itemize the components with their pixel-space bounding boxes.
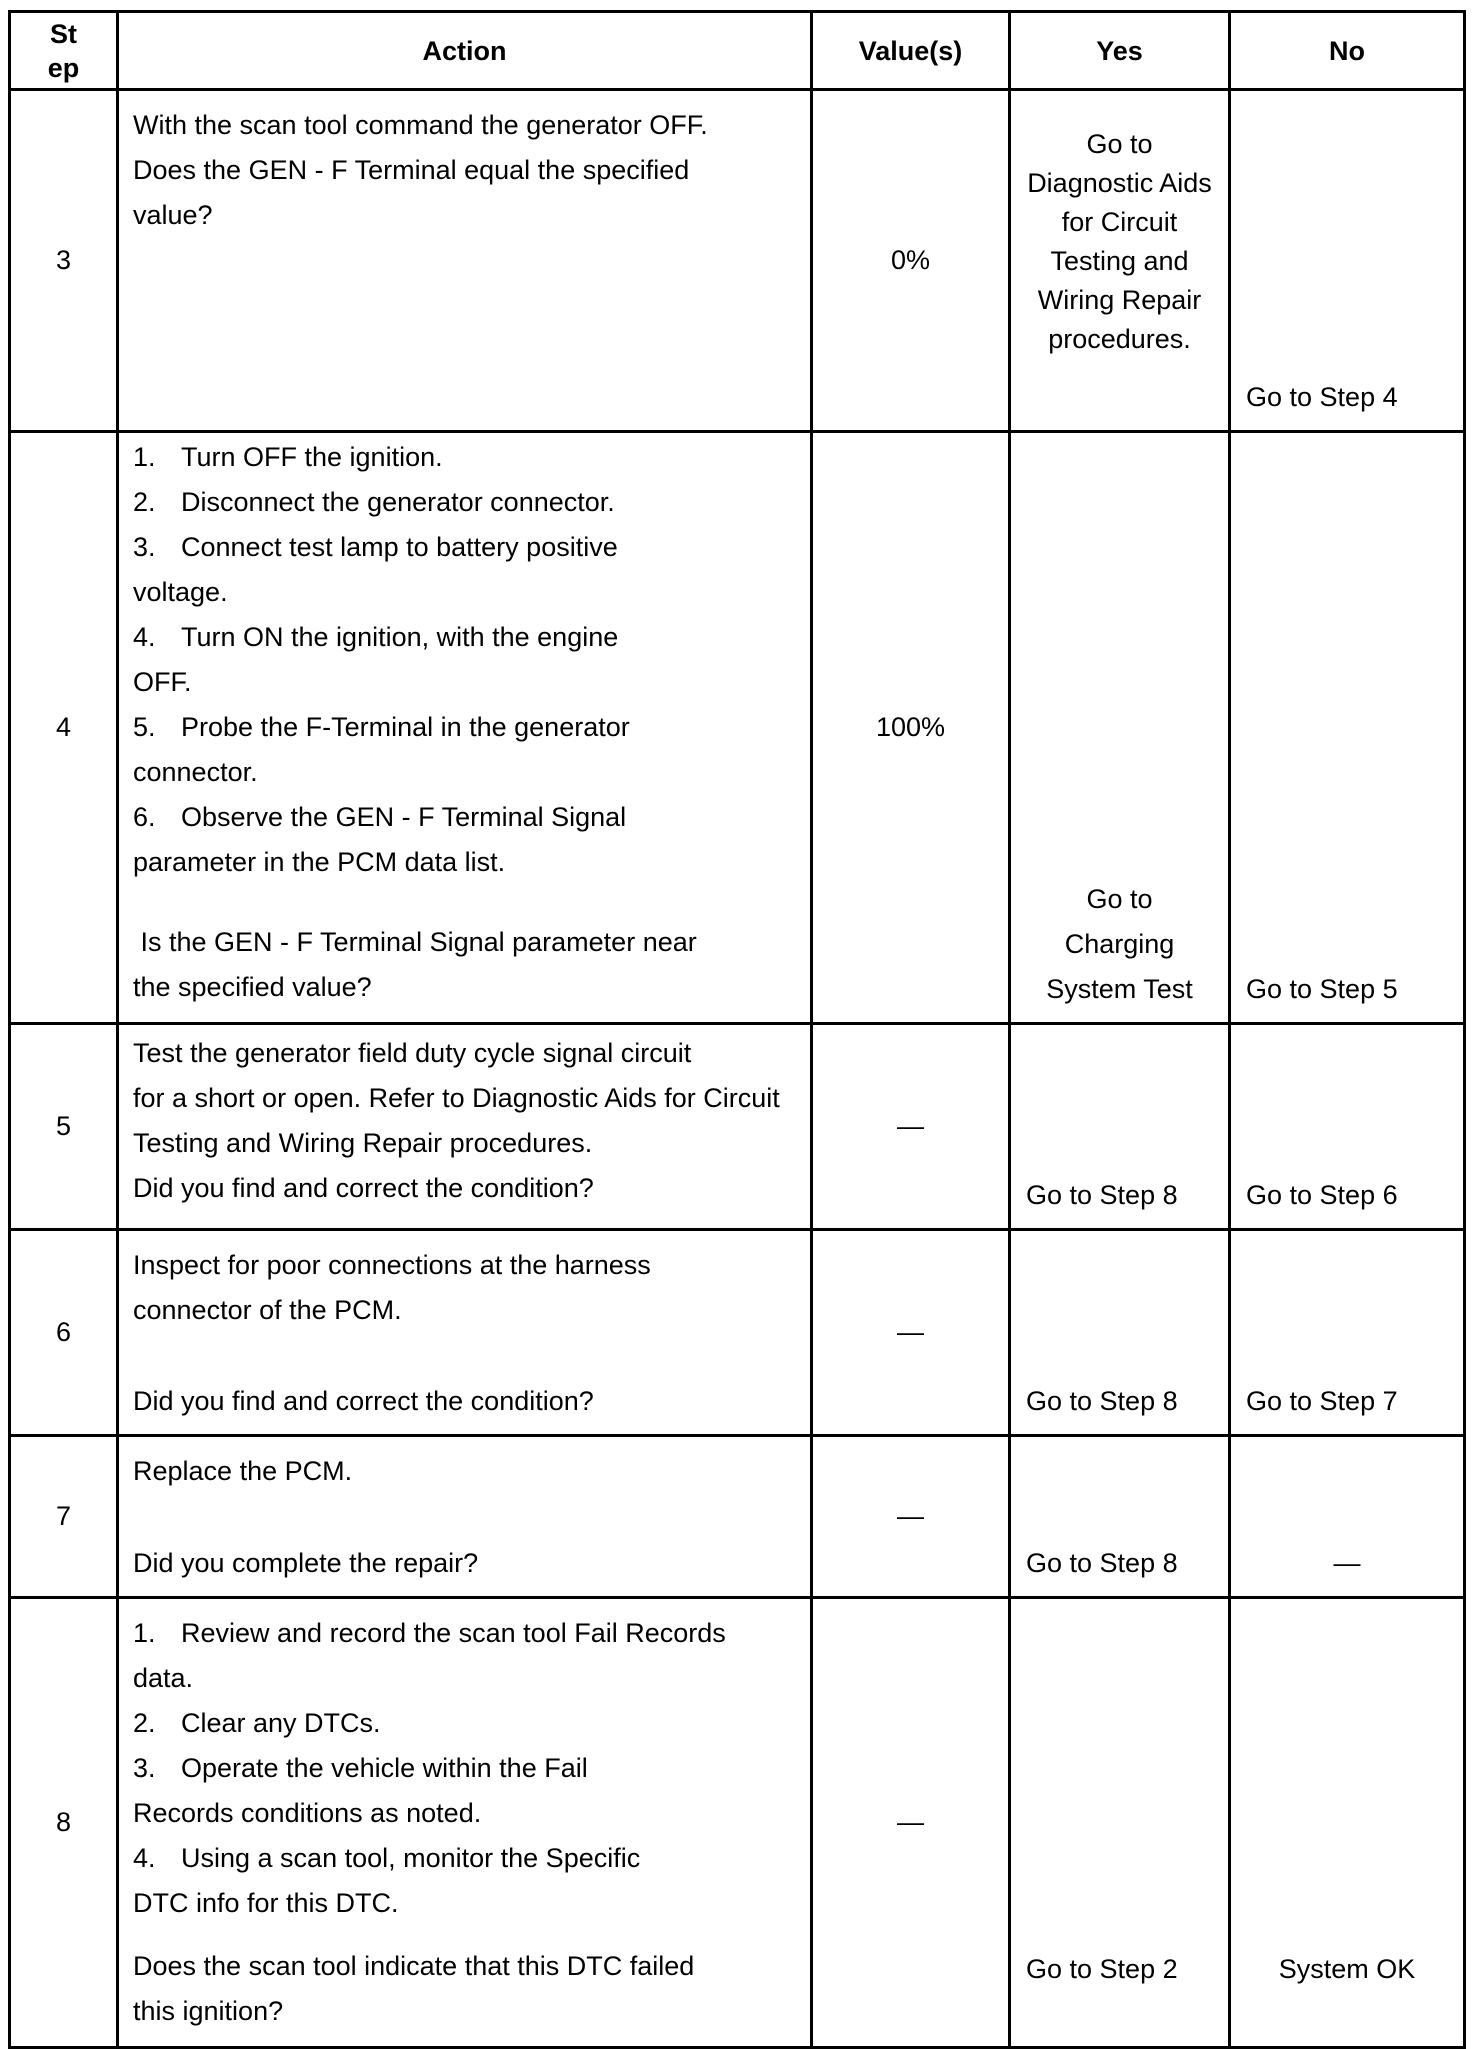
yes-cell <box>1010 1024 1230 1230</box>
question-line: Did you find and correct the condition? <box>133 1386 594 1416</box>
action-line <box>133 1611 802 1656</box>
no-text: Go to Step 6 <box>1246 1180 1398 1210</box>
action-text: Connect test lamp to battery positive <box>181 532 618 562</box>
action-line <box>133 525 802 570</box>
diagnostic-table <box>8 10 1466 2049</box>
header-values: Value(s) <box>812 12 1010 90</box>
question-line: Is the GEN - F Terminal Signal parameter near <box>133 927 697 957</box>
value-cell: — <box>812 1436 1010 1598</box>
header-step-line-2: ep <box>47 52 80 83</box>
yes-line: Testing and <box>1050 246 1189 276</box>
yes-line: Go to <box>1086 884 1153 914</box>
action-cell <box>118 1024 812 1230</box>
action-line: Does the GEN - F Terminal equal the specified <box>133 155 690 185</box>
step-number: 8 <box>10 1598 118 2048</box>
action-line <box>133 795 802 840</box>
yes-text: Go to Step 8 <box>1026 1180 1178 1210</box>
yes-line: Diagnostic Aids <box>1027 168 1212 198</box>
action-line <box>133 705 802 750</box>
action-cell <box>118 90 812 432</box>
header-yes: Yes <box>1010 12 1230 90</box>
header-action: Action <box>118 12 812 90</box>
yes-cell <box>1010 90 1230 432</box>
action-line: connector of the PCM. <box>133 1295 402 1325</box>
table-row-step-5 <box>10 1024 1465 1230</box>
yes-text: Go to Step 2 <box>1026 1954 1178 1984</box>
table-row-step-4 <box>10 432 1465 1024</box>
action-cell <box>118 432 812 1024</box>
header-row <box>10 12 1465 90</box>
action-line: Inspect for poor connections at the harness <box>133 1250 651 1280</box>
action-line: data. <box>133 1663 194 1693</box>
question-line: the specified value? <box>133 972 372 1002</box>
action-text: Using a scan tool, monitor the Specific <box>181 1843 641 1873</box>
no-text: System OK <box>1278 1954 1416 1984</box>
no-cell <box>1230 90 1465 432</box>
value-cell: — <box>812 1024 1010 1230</box>
question-line: this ignition? <box>133 1996 284 2026</box>
action-line: Records conditions as noted. <box>133 1798 482 1828</box>
action-line <box>133 1701 802 1746</box>
table-row-step-6 <box>10 1230 1465 1436</box>
action-line: Replace the PCM. <box>133 1456 353 1486</box>
action-line: OFF. <box>133 667 192 697</box>
value-cell: 0% <box>812 90 1010 432</box>
header-no: No <box>1230 12 1465 90</box>
value-cell: — <box>812 1230 1010 1436</box>
value-cell: — <box>812 1598 1010 2048</box>
step-number: 7 <box>10 1436 118 1598</box>
action-text: Observe the GEN - F Terminal Signal <box>181 802 627 832</box>
action-line <box>133 615 802 660</box>
spacer <box>133 885 802 920</box>
step-number: 3 <box>10 90 118 432</box>
table-row-step-7 <box>10 1436 1465 1598</box>
step-index: 3. <box>133 532 156 562</box>
no-text: Go to Step 7 <box>1246 1386 1398 1416</box>
yes-cell <box>1010 432 1230 1024</box>
no-text: — <box>1333 1548 1361 1578</box>
action-line: value? <box>133 200 213 230</box>
yes-cell <box>1010 1598 1230 2048</box>
step-index: 3. <box>133 1753 156 1783</box>
action-line <box>133 480 802 525</box>
header-step-line-1: St <box>50 18 77 49</box>
no-cell <box>1230 1598 1465 2048</box>
action-text: Turn ON the ignition, with the engine <box>181 622 619 652</box>
no-text: Go to Step 5 <box>1246 974 1398 1004</box>
action-line: connector. <box>133 757 258 787</box>
yes-line: Go to <box>1086 129 1153 159</box>
question-line: Did you find and correct the condition? <box>133 1173 594 1203</box>
yes-line: System Test <box>1046 974 1193 1004</box>
action-line: parameter in the PCM data list. <box>133 847 506 877</box>
step-number: 6 <box>10 1230 118 1436</box>
spacer <box>133 1926 802 1944</box>
action-line: for a short or open. Refer to Diagnostic Aids for Circuit <box>133 1083 780 1113</box>
step-number: 4 <box>10 432 118 1024</box>
action-line <box>133 1746 802 1791</box>
action-line: Testing and Wiring Repair procedures. <box>133 1128 593 1158</box>
question-line: Did you complete the repair? <box>133 1548 479 1578</box>
action-text: Operate the vehicle within the Fail <box>181 1753 588 1783</box>
table-row-step-3 <box>10 90 1465 432</box>
yes-line: Charging <box>1064 929 1175 959</box>
yes-line: for Circuit <box>1061 207 1178 237</box>
action-text: Review and record the scan tool Fail Records <box>181 1618 726 1648</box>
step-index: 1. <box>133 442 156 472</box>
step-index: 2. <box>133 1708 156 1738</box>
no-cell <box>1230 1024 1465 1230</box>
action-cell <box>118 1436 812 1598</box>
header-step <box>10 12 118 90</box>
step-index: 4. <box>133 1843 156 1873</box>
yes-text: Go to Step 8 <box>1026 1386 1178 1416</box>
action-cell <box>118 1230 812 1436</box>
yes-cell <box>1010 1230 1230 1436</box>
no-cell <box>1230 1436 1465 1598</box>
action-text: Disconnect the generator connector. <box>181 487 615 517</box>
yes-line: Wiring Repair <box>1037 285 1202 315</box>
step-index: 6. <box>133 802 156 832</box>
yes-text: Go to Step 8 <box>1026 1548 1178 1578</box>
step-index: 4. <box>133 622 156 652</box>
action-line <box>133 435 802 480</box>
action-line <box>133 1836 802 1881</box>
step-number: 5 <box>10 1024 118 1230</box>
action-cell <box>118 1598 812 2048</box>
action-line: voltage. <box>133 577 228 607</box>
question-line: Does the scan tool indicate that this DTC failed <box>133 1951 695 1981</box>
no-cell <box>1230 432 1465 1024</box>
table-row-step-8 <box>10 1598 1465 2048</box>
action-text: Clear any DTCs. <box>181 1708 381 1738</box>
action-line: With the scan tool command the generator OFF. <box>133 110 708 140</box>
yes-line: procedures. <box>1048 324 1191 354</box>
step-index: 1. <box>133 1618 156 1648</box>
step-index: 2. <box>133 487 156 517</box>
action-line: Test the generator field duty cycle signal circuit <box>133 1038 692 1068</box>
no-cell <box>1230 1230 1465 1436</box>
action-text: Turn OFF the ignition. <box>181 442 443 472</box>
value-cell: 100% <box>812 432 1010 1024</box>
step-index: 5. <box>133 712 156 742</box>
action-text: Probe the F-Terminal in the generator <box>181 712 630 742</box>
action-line: DTC info for this DTC. <box>133 1888 399 1918</box>
no-text: Go to Step 4 <box>1246 382 1398 412</box>
yes-cell <box>1010 1436 1230 1598</box>
